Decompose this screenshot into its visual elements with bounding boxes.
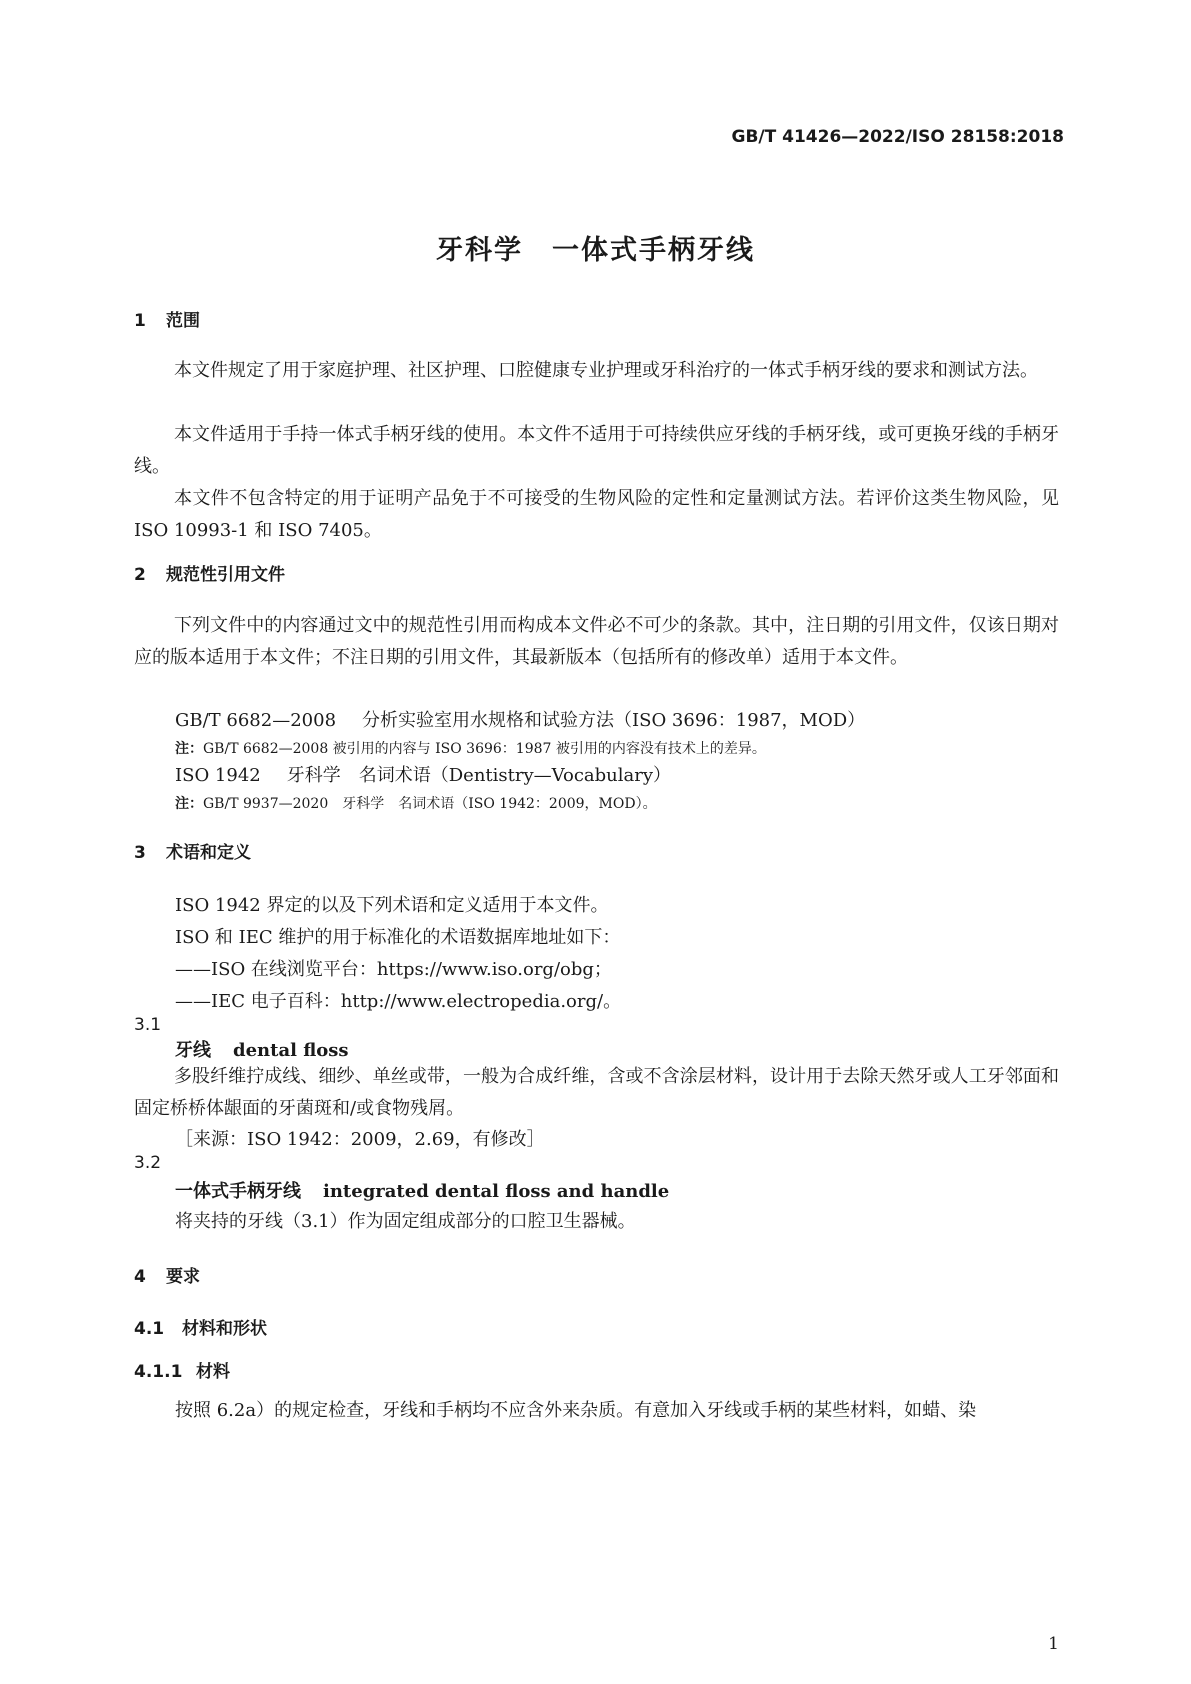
term-heading (175, 1177, 669, 1203)
subsection-number: 4.1.1 (134, 1362, 183, 1382)
subsection-title: 材料和形状 (182, 1319, 267, 1339)
section-title: 术语和定义 (166, 843, 251, 863)
subsection-4-1-heading (134, 1314, 267, 1339)
term-definition: 多股纤维拧成线、细纱、单丝或带，一般为合成纤维，含或不含涂层材料，设计用于去除天然牙或人工牙邻面和固定桥桥体龈面的牙菌斑和/或食物残屑。 (134, 1066, 1059, 1119)
section-title: 规范性引用文件 (166, 565, 285, 585)
paragraph: 本文件规定了用于家庭护理、社区护理、口腔健康专业护理或牙科治疗的一体式手柄牙线的要求和测试方法。 (174, 360, 1038, 381)
term-zh: 牙线 (175, 1040, 211, 1061)
normative-reference (175, 706, 865, 732)
section-title: 范围 (166, 311, 200, 331)
note (175, 738, 766, 758)
section-4-heading (134, 1262, 200, 1287)
section-title: 要求 (166, 1267, 200, 1287)
term-number: 3.2 (134, 1153, 162, 1173)
section-number: 2 (134, 565, 146, 585)
note-text: GB/T 6682—2008 被引用的内容与 ISO 3696：1987 被引用的内容没有技术上的差异。 (203, 741, 766, 757)
document-title: 牙科学 一体式手柄牙线 (436, 235, 755, 266)
note-label: 注： (175, 796, 203, 812)
subsection-4-1-1-heading (134, 1357, 230, 1382)
term-definition: 将夹持的牙线（3.1）作为固定组成部分的口腔卫生器械。 (175, 1211, 636, 1232)
paragraph: 本文件不包含特定的用于证明产品免于不可接受的生物风险的定性和定量测试方法。若评价这类生物风险，见 ISO 10993-1 和 ISO 7405。 (134, 488, 1059, 541)
paragraph: ISO 1942 界定的以及下列术语和定义适用于本文件。 (175, 895, 609, 916)
list-item: ——ISO 在线浏览平台：https://www.iso.org/obg； (175, 959, 612, 980)
subsection-title: 材料 (196, 1362, 230, 1382)
paragraph: ISO 和 IEC 维护的用于标准化的术语数据库地址如下： (175, 927, 621, 948)
term-zh: 一体式手柄牙线 (175, 1181, 301, 1202)
list-item: ——IEC 电子百科：http://www.electropedia.org/。 (175, 991, 622, 1012)
paragraph: 下列文件中的内容通过文中的规范性引用而构成本文件必不可少的条款。其中，注日期的引用文件，仅该日期对应的版本适用于本文件；不注日期的引用文件，其最新版本（包括所有的修改单）适用于本文件。 (134, 615, 1059, 668)
term-source: ［来源：ISO 1942：2009，2.69，有修改］ (175, 1129, 545, 1150)
page-number: 1 (1048, 1634, 1059, 1654)
reference-code: ISO 1942 (175, 765, 261, 786)
section-number: 1 (134, 311, 146, 331)
reference-title: 牙科学 名词术语（Dentistry—Vocabulary） (286, 765, 672, 786)
reference-code: GB/T 6682—2008 (175, 710, 337, 731)
section-number: 4 (134, 1267, 146, 1287)
section-3-heading (134, 838, 251, 863)
paragraph: 本文件适用于手持一体式手柄牙线的使用。本文件不适用于可持续供应牙线的手柄牙线，或可更换牙线的手柄牙线。 (134, 424, 1059, 477)
reference-title: 分析实验室用水规格和试验方法（ISO 3696：1987，MOD） (362, 710, 866, 731)
section-2-heading (134, 560, 285, 585)
term-heading (175, 1036, 349, 1062)
term-number: 3.1 (134, 1015, 162, 1035)
section-1-heading (134, 306, 200, 331)
term-en: dental floss (233, 1040, 349, 1061)
subsection-number: 4.1 (134, 1319, 165, 1339)
note-label: 注： (175, 741, 203, 757)
paragraph: 按照 6.2a）的规定检查，牙线和手柄均不应含外来杂质。有意加入牙线或手柄的某些材料，如蜡、染 (175, 1400, 977, 1421)
section-number: 3 (134, 843, 146, 863)
term-en: integrated dental floss and handle (323, 1181, 670, 1202)
standard-number: GB/T 41426—2022/ISO 28158:2018 (731, 127, 1064, 147)
note-text: GB/T 9937—2020 牙科学 名词术语（ISO 1942：2009，MOD）。 (203, 796, 657, 812)
normative-reference (175, 761, 671, 787)
note (175, 793, 657, 813)
